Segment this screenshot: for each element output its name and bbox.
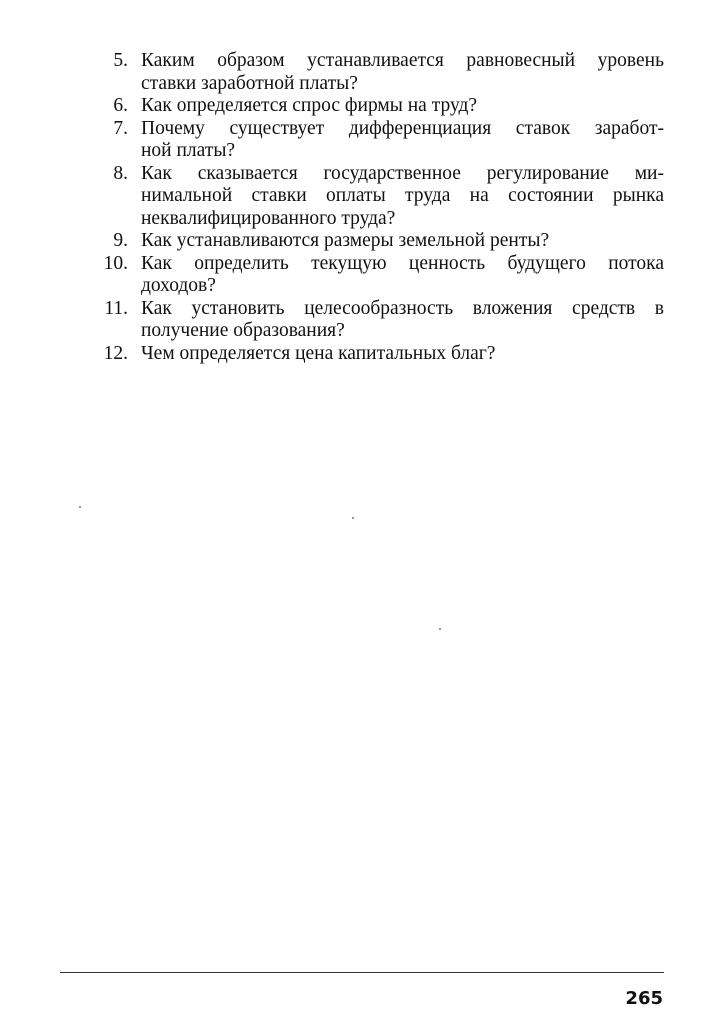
question-number: 7. bbox=[113, 117, 128, 139]
question-item bbox=[92, 230, 664, 253]
scan-speck bbox=[439, 628, 441, 630]
question-number: 6. bbox=[113, 95, 128, 116]
question-line: Чем определяется цена капитальных благ? bbox=[141, 342, 496, 364]
question-line: нимальной ставки оплаты труда на состоянии рынка bbox=[141, 185, 664, 206]
question-number: 5. bbox=[113, 50, 128, 71]
question-number: 8. bbox=[113, 162, 128, 184]
question-item bbox=[92, 253, 664, 298]
question-text bbox=[141, 230, 664, 253]
footer-rule bbox=[60, 972, 664, 973]
question-item bbox=[92, 163, 664, 231]
question-number: 12. bbox=[103, 342, 128, 364]
question-item bbox=[92, 95, 664, 118]
question-number: 10. bbox=[103, 252, 128, 274]
question-line: Как сказывается государственное регулирование ми- bbox=[141, 162, 664, 184]
scan-speck bbox=[79, 506, 81, 508]
question-text bbox=[141, 50, 664, 95]
question-text bbox=[141, 163, 664, 231]
question-line: Каким образом устанавливается равновесный уровень bbox=[141, 50, 664, 71]
question-item bbox=[92, 50, 664, 95]
question-line: Почему существует дифференциация ставок заработ- bbox=[141, 117, 664, 139]
question-line: доходов? bbox=[141, 275, 216, 296]
question-line: Как определить текущую ценность будущего потока bbox=[141, 252, 664, 274]
question-number: 11. bbox=[104, 297, 128, 319]
scan-speck bbox=[352, 517, 354, 519]
question-text bbox=[141, 298, 664, 343]
question-line: ставки заработной платы? bbox=[141, 72, 358, 94]
question-text bbox=[141, 343, 664, 366]
question-line: Как установить целесообразность вложения средств в bbox=[141, 297, 664, 319]
question-number: 9. bbox=[113, 230, 128, 251]
question-line: ной платы? bbox=[141, 140, 236, 161]
question-item bbox=[92, 343, 664, 366]
question-line: Как определяется спрос фирмы на труд? bbox=[141, 95, 478, 116]
question-item bbox=[92, 118, 664, 163]
question-line: неквалифицированного труда? bbox=[141, 207, 396, 229]
question-list bbox=[92, 50, 664, 365]
page-number: 265 bbox=[625, 988, 663, 1009]
question-text bbox=[141, 253, 664, 298]
question-text bbox=[141, 118, 664, 163]
question-item bbox=[92, 298, 664, 343]
question-line: получение образования? bbox=[141, 320, 345, 341]
question-text bbox=[141, 95, 664, 118]
question-line: Как устанавливаются размеры земельной ренты? bbox=[141, 230, 550, 251]
